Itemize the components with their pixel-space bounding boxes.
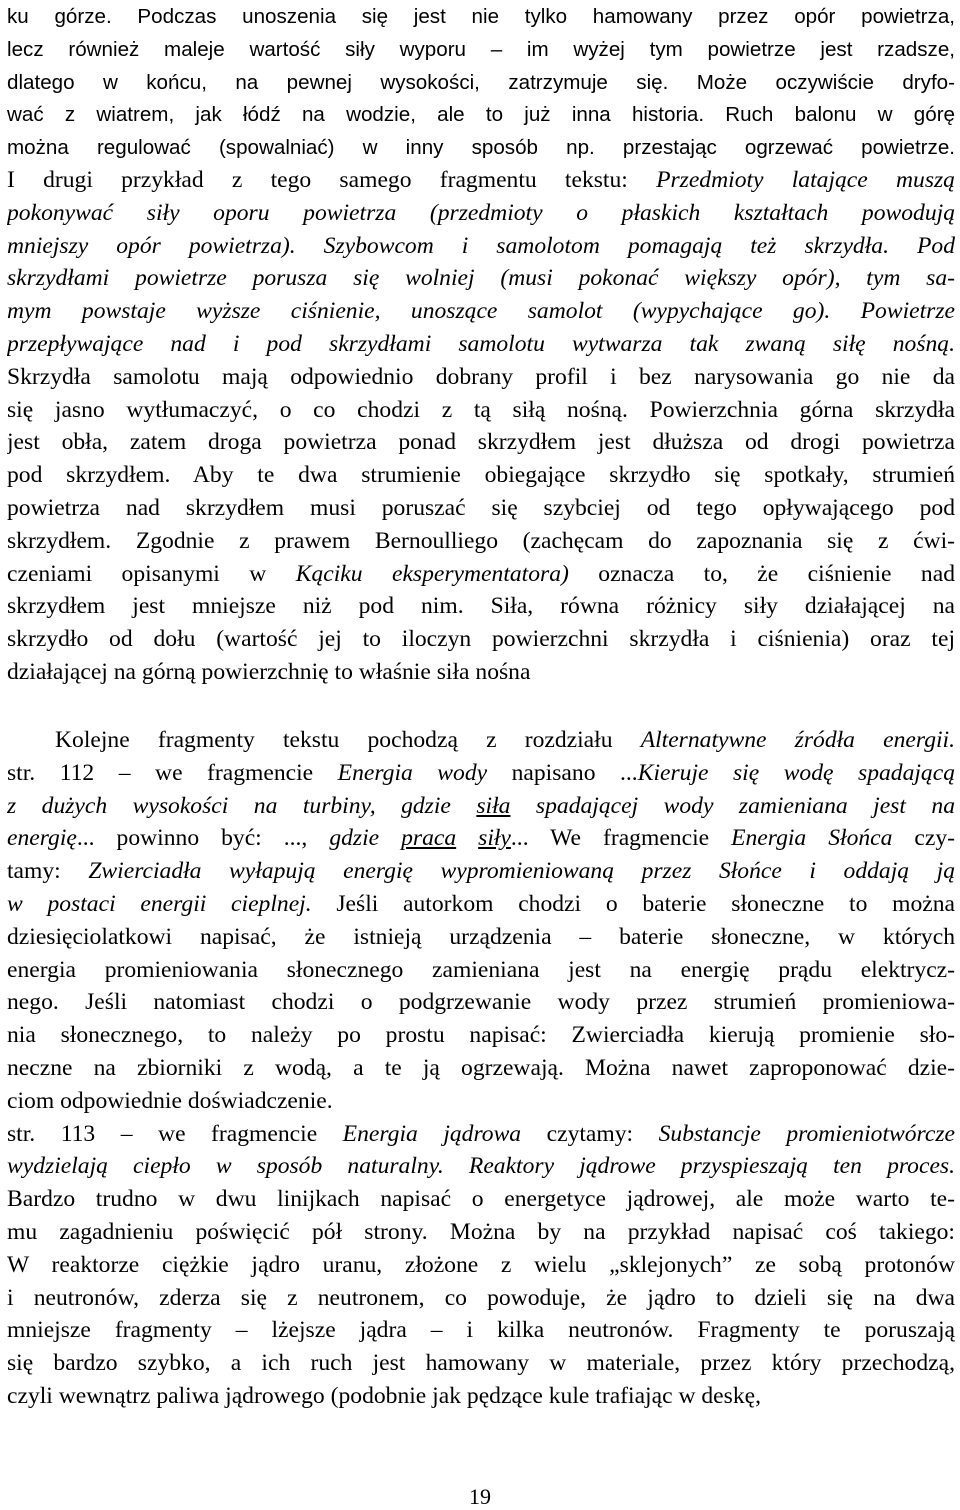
text-line	[7, 525, 955, 558]
text-line	[7, 888, 955, 921]
text-run: oznacza to, że ciśnienie nad	[568, 560, 955, 587]
text-run: str. 112 – we fragmencie	[7, 759, 338, 786]
text-run: tamy:	[7, 858, 89, 885]
text-line	[7, 1314, 955, 1347]
text-run: się jasno wytłumaczyć, o co chodzi z tą siłą nośną. Powierzchnia górna skrzydła	[7, 396, 955, 423]
text-run: Energia wody	[337, 759, 488, 786]
text-run: W reaktorze ciężkie jądro uranu, złożone z wielu „sklejonych” ze sobą protonów	[7, 1251, 955, 1278]
text-line	[7, 1216, 955, 1249]
text-run: ... We fragmencie	[510, 825, 732, 852]
text-run: w postaci energii cieplnej.	[7, 891, 312, 917]
text-run: spadającej wody zamieniana jest na	[510, 792, 955, 819]
text-run: skrzydłami powietrze porusza się wolniej (musi pokonać większy opór), tym sa-	[7, 265, 955, 292]
text-line	[7, 1249, 955, 1282]
text-run: czeniami opisanymi w	[7, 560, 296, 587]
text-line	[7, 1183, 955, 1216]
text-line	[7, 656, 955, 689]
text-run: Energia Słońca	[731, 825, 893, 852]
text-line	[7, 623, 955, 656]
text-line	[7, 986, 955, 1019]
text-run: Bardzo trudno w dwu linijkach napisać o energetyce jądrowej, ale może warto te-	[7, 1186, 955, 1213]
text-line	[7, 459, 955, 492]
text-run: siły	[478, 825, 511, 852]
text-run: jest obła, zatem droga powietrza ponad skrzydłem jest dłuższa od drogi powietrza	[7, 429, 955, 456]
text-run: neczne na zbiorniki z wodą, a te ją ogrzewają. Można nawet zaproponować dzie-	[7, 1055, 955, 1081]
text-line	[7, 1282, 955, 1315]
text-run: Substancje promieniotwórcze	[658, 1120, 955, 1147]
text-run: Kąciku eksperymentatora)	[295, 560, 569, 587]
text-line	[7, 0, 955, 33]
text-run: działającej na górną powierzchnię to właśnie siła nośna	[7, 659, 531, 685]
text-run: ku górze. Podczas unoszenia się jest nie tylko hamowany przez opór powietrza,	[7, 5, 955, 28]
text-line	[7, 757, 955, 790]
text-line	[7, 230, 955, 263]
text-run: dlatego w końcu, na pewnej wysokości, zatrzymuje się. Może oczywiście dryfo-	[7, 70, 955, 94]
text-line	[7, 590, 955, 623]
text-run: nego. Jeśli natomiast chodzi o podgrzewanie wody przez strumień promieniowa-	[7, 989, 955, 1016]
text-line	[7, 295, 955, 328]
text-line	[7, 1150, 955, 1183]
text-run: Alternatywne źródła energii.	[640, 727, 955, 753]
text-run: skrzydłem jest mniejsze niż pod nim. Siła, równa różnicy siły działającej na	[7, 593, 955, 620]
text-run: powietrza nad skrzydłem musi poruszać się szybciej od tego opływającego pod	[7, 495, 955, 521]
text-run	[456, 825, 478, 851]
text-run: str. 113 – we fragmencie	[7, 1120, 343, 1147]
text-line	[7, 1347, 955, 1380]
text-run: czyli wewnątrz paliwa jądrowego (podobnie jak pędzące kule trafiając w deskę,	[7, 1383, 761, 1409]
text-run: skrzydłem. Zgodnie z prawem Bernoulliego (zachęcam do zapoznania się z ćwi-	[7, 527, 955, 554]
text-line	[7, 790, 955, 823]
text-line	[7, 361, 955, 394]
text-line	[7, 822, 955, 855]
text-line	[7, 558, 955, 591]
text-line	[7, 328, 955, 361]
text-run: pokonywać siły oporu powietrza (przedmioty o płaskich kształtach powodują	[7, 199, 955, 226]
text-run: ... powinno być: ...,	[76, 825, 330, 852]
text-line	[7, 954, 955, 987]
text-run: praca	[401, 825, 457, 852]
text-run: przepływające nad i pod skrzydłami samolotu wytwarza tak zwaną siłę nośną.	[7, 331, 955, 357]
text-line	[7, 426, 955, 459]
text-run: Przedmioty latające muszą	[656, 167, 955, 193]
text-run: Energia jądrowa	[342, 1120, 522, 1147]
text-line	[7, 131, 955, 164]
text-run: z dużych wysokości na turbiny, gdzie	[7, 792, 477, 819]
text-run: energia promieniowania słonecznego zamieniana jest na energię prądu elektrycz-	[7, 956, 955, 983]
text-line	[7, 492, 955, 525]
text-line	[7, 98, 955, 131]
text-line	[7, 921, 955, 954]
text-run: czytamy:	[521, 1120, 659, 1147]
text-line	[7, 1380, 955, 1413]
text-run: się bardzo szybko, a ich ruch jest hamowany w materiale, przez który przechodzą,	[7, 1350, 955, 1377]
text-line	[7, 394, 955, 427]
text-run: nia słonecznego, to należy po prostu napisać: Zwierciadła kierują promienie sło-	[7, 1022, 955, 1049]
text-run: mu zagadnieniu poświęcić pół strony. Można by na przykład napisać coś takiego:	[7, 1219, 955, 1245]
text-run: pod skrzydłem. Aby te dwa strumienie obiegające skrzydło się spotkały, strumień	[7, 462, 955, 489]
text-line	[7, 1085, 955, 1118]
text-run: czy-	[892, 825, 955, 852]
text-run: wać z wiatrem, jak łódź na wodzie, ale to już inna historia. Ruch balonu w górę	[7, 103, 955, 127]
text-run: skrzydło od dołu (wartość jej to iloczyn powierzchni skrzydła i ciśnienia) oraz tej	[7, 626, 955, 653]
page-number: 19	[469, 1484, 491, 1509]
text-run: mniejszy opór powietrza). Szybowcom i samolotom pomagają też skrzydła. Pod	[7, 232, 955, 259]
text-run: Skrzydła samolotu mają odpowiednio dobrany profil i bez narysowania go nie da	[7, 363, 955, 390]
text-line	[7, 1019, 955, 1052]
text-run: mym powstaje wyższe ciśnienie, unoszące samolot (wypychające go). Powietrze	[7, 298, 955, 325]
text-run: Zwierciadła wyłapują energię wypromieniowaną przez Słońce i oddają ją	[88, 858, 955, 885]
text-run: Kolejne fragmenty tekstu pochodzą z rozdziału	[55, 727, 641, 753]
text-run: można regulować (spowalniać) w inny sposób np. przestając ogrzewać powietrze.	[7, 136, 955, 160]
text-run: Jeśli autorkom chodzi o baterie słoneczne to można	[311, 891, 955, 917]
text-run: energię	[7, 825, 77, 852]
text-line	[7, 1118, 955, 1151]
text-line	[7, 855, 955, 888]
text-run: I drugi przykład z tego samego fragmentu tekstu:	[7, 167, 657, 193]
text-line	[7, 164, 955, 197]
text-line	[7, 262, 955, 295]
text-line	[7, 197, 955, 230]
text-line	[7, 33, 955, 66]
text-run: mniejsze fragmenty – lżejsze jądra – i kilka neutronów. Fragmenty te poruszają	[7, 1317, 955, 1344]
text-run: dziesięciolatkowi napisać, że istnieją urządzenia – baterie słoneczne, w których	[7, 923, 955, 950]
text-run: lecz również maleje wartość siły wyporu – im wyżej tym powietrze jest rzadsze,	[7, 37, 955, 61]
text-run: i neutronów, zderza się z neutronem, co powoduje, że jądro to dzieli się na dwa	[7, 1284, 955, 1311]
text-run: wydzielają ciepło w sposób naturalny. Reaktory jądrowe przyspieszają ten proces.	[7, 1153, 955, 1180]
text-run: Kieruje się wodę spadającą	[637, 759, 955, 786]
text-run: napisano ...	[487, 759, 638, 786]
text-line	[7, 1052, 955, 1085]
text-run: siła	[476, 792, 511, 819]
text-line	[7, 66, 955, 99]
text-line	[55, 724, 955, 757]
text-run: gdzie	[329, 825, 402, 852]
text-run: ciom odpowiednie doświadczenie.	[7, 1087, 333, 1114]
